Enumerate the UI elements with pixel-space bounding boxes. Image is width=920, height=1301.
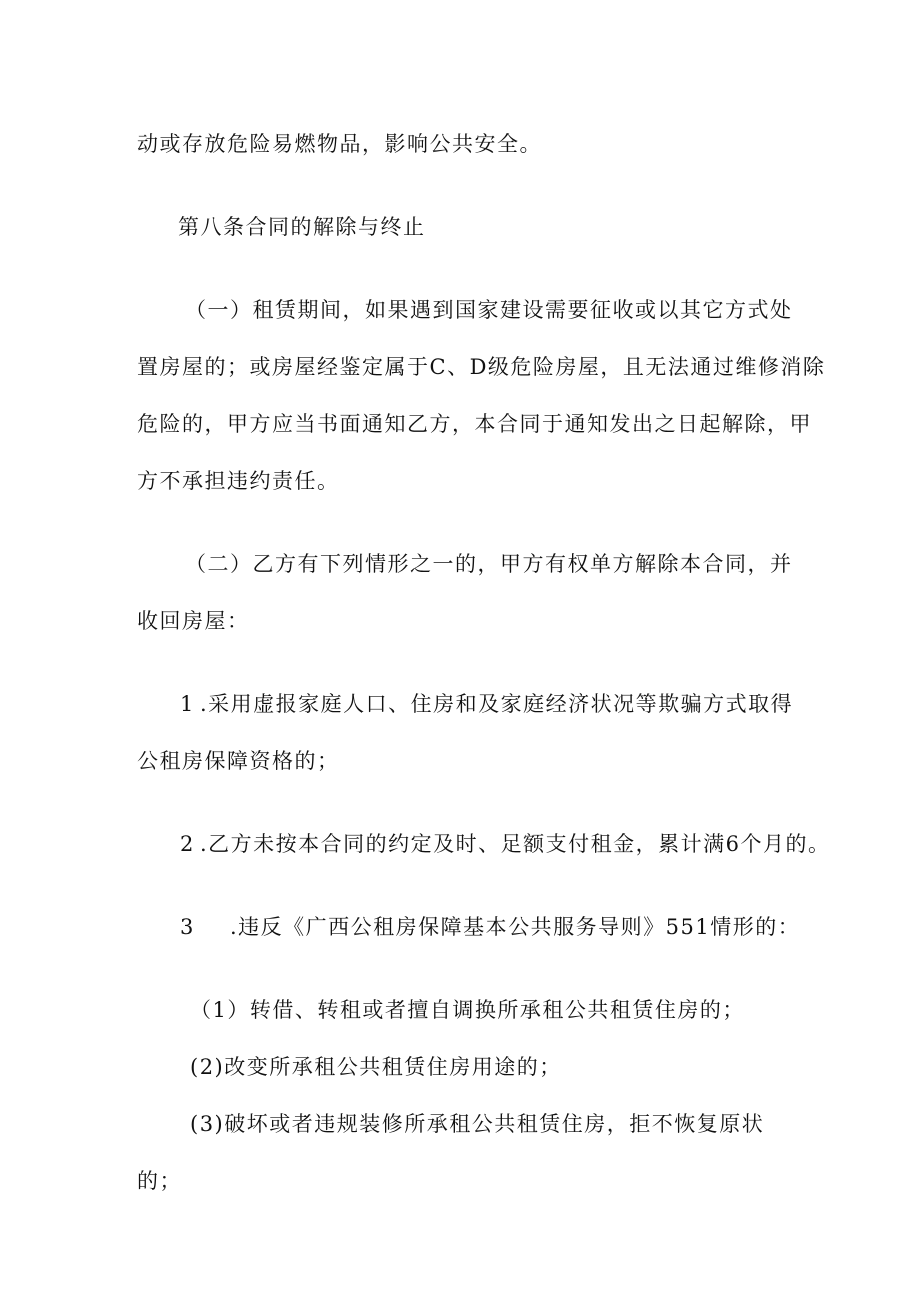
paragraph-continuation: 动或存放危险易燃物品，影响公共安全。 bbox=[137, 132, 542, 156]
item-1-line-2: 公租房保障资格的； bbox=[137, 749, 340, 773]
item-2-number: 2 bbox=[180, 832, 195, 856]
sub-item-3-line-2: 的； bbox=[137, 1169, 182, 1193]
item-1-number: 1 bbox=[180, 692, 195, 716]
clause-2-line-2: 收回房屋： bbox=[137, 609, 250, 633]
item-3-line-1 bbox=[180, 913, 800, 941]
clause-1-line-2: 置房屋的；或房屋经鉴定属于C、D级危险房屋，且无法通过维修消除 bbox=[137, 355, 826, 379]
clause-1-line-1: （一）租赁期间，如果遇到国家建设需要征收或以其它方式处 bbox=[185, 298, 793, 322]
item-3-text: .违反《广西公租房保障基本公共服务导则》551情形的： bbox=[230, 915, 801, 939]
item-1-text: .采用虚报家庭人口、住房和及家庭经济状况等欺骗方式取得 bbox=[200, 692, 794, 716]
item-1-line-1 bbox=[180, 690, 793, 718]
clause-1-line-4: 方不承担违约责任。 bbox=[137, 469, 340, 493]
item-2-line-1 bbox=[180, 830, 831, 858]
clause-1-line-3: 危险的，甲方应当书面通知乙方，本合同于通知发出之日起解除，甲 bbox=[137, 412, 812, 436]
item-3-number: 3 bbox=[180, 915, 195, 939]
sub-item-2: (2)改变所承租公共租赁住房用途的； bbox=[190, 1055, 562, 1079]
clause-2-line-1: （二）乙方有下列情形之一的，甲方有权单方解除本合同，并 bbox=[185, 552, 793, 576]
item-2-text: .乙方未按本合同的约定及时、足额支付租金，累计满6个月的。 bbox=[200, 832, 831, 856]
sub-item-3-line-1: (3)破坏或者违规装修所承租公共租赁住房，拒不恢复原状 bbox=[190, 1112, 765, 1136]
article-heading: 第八条合同的解除与终止 bbox=[178, 215, 426, 239]
sub-item-1: （1）转借、转租或者擅自调换所承租公共租赁住房的； bbox=[190, 998, 745, 1022]
